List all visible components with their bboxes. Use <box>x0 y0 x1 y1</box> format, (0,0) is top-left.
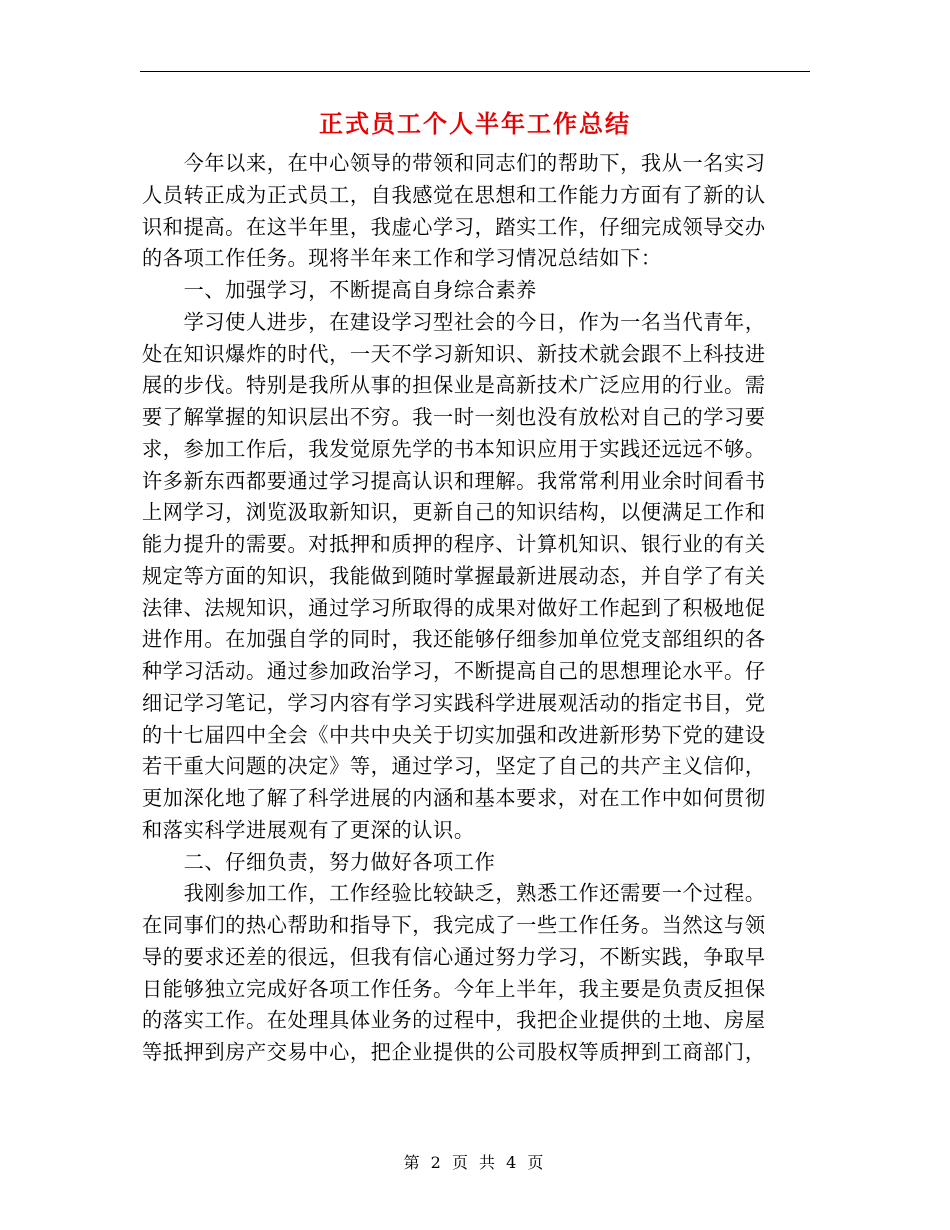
text-line: 许多新东西都要通过学习提高认识和理解。我常常利用业余时间看书 <box>142 468 766 493</box>
text-line: 导的要求还差的很远，但我有信心通过努力学习，不断实践，争取早 <box>142 944 766 969</box>
header-rule <box>140 71 810 72</box>
text-line: 的落实工作。在处理具体业务的过程中，我把企业提供的土地、房屋 <box>142 1008 766 1033</box>
text-line: 法律、法规知识，通过学习所取得的成果对做好工作起到了积极地促 <box>142 595 766 620</box>
text-line: 上网学习，浏览汲取新知识，更新自己的知识结构，以便满足工作和 <box>142 500 766 525</box>
text-line: 展的步伐。特别是我所从事的担保业是高新技术广泛应用的行业。需 <box>142 373 766 398</box>
text-line: 在同事们的热心帮助和指导下，我完成了一些工作任务。当然这与领 <box>142 913 766 937</box>
page-footer: 第 2 页 共 4 页 <box>403 1153 547 1172</box>
text-line: 进作用。在加强自学的同时，我还能够仔细参加单位党支部组织的各 <box>142 627 766 652</box>
text-line: 要了解掌握的知识层出不穷。我一时一刻也没有放松对自己的学习要 <box>142 405 766 429</box>
text-line: 我刚参加工作，工作经验比较缺乏，熟悉工作还需要一个过程。 <box>142 881 766 906</box>
text-line: 和落实科学进展观有了更深的认识。 <box>142 817 475 842</box>
document-body <box>142 148 810 1069</box>
text-line: 学习使人进步，在建设学习型社会的今日，作为一名当代青年， <box>142 309 766 334</box>
text-line: 识和提高。在这半年里，我虚心学习，踏实工作，仔细完成领导交办 <box>142 214 766 239</box>
text-line: 更加深化地了解了科学进展的内涵和基本要求，对在工作中如何贯彻 <box>142 786 766 810</box>
text-line: 人员转正成为正式员工，自我感觉在思想和工作能力方面有了新的认 <box>142 182 766 207</box>
text-line: 的各项工作任务。现将半年来工作和学习情况总结如下： <box>142 246 662 271</box>
text-line: 能力提升的需要。对抵押和质押的程序、计算机知识、银行业的有关 <box>142 532 766 556</box>
text-line: 今年以来，在中心领导的带领和同志们的帮助下，我从一名实习 <box>142 151 766 175</box>
text-line: 细记学习笔记，学习内容有学习实践科学进展观活动的指定书目，党 <box>142 690 766 715</box>
text-line: 等抵押到房产交易中心，把企业提供的公司股权等质押到工商部门， <box>142 1040 766 1064</box>
text-line: 处在知识爆炸的时代，一天不学习新知识、新技术就会跟不上科技进 <box>142 341 766 366</box>
text-line: 种学习活动。通过参加政治学习，不断提高自己的思想理论水平。仔 <box>142 659 766 683</box>
text-line: 一、加强学习，不断提高自身综合素养 <box>142 278 537 302</box>
document-title: 正式员工个人半年工作总结 <box>319 109 631 138</box>
text-line: 求，参加工作后，我发觉原先学的书本知识应用于实践还远远不够。 <box>142 436 766 461</box>
text-line: 规定等方面的知识，我能做到随时掌握最新进展动态，并自学了有关 <box>142 563 766 588</box>
text-line: 日能够独立完成好各项工作任务。今年上半年，我主要是负责反担保 <box>142 976 766 1001</box>
text-line: 若干重大问题的决定》等，通过学习，坚定了自己的共产主义信仰， <box>142 754 766 779</box>
text-line: 的十七届四中全会《中共中央关于切实加强和改进新形势下党的建设 <box>142 722 766 747</box>
text-line: 二、仔细负责，努力做好各项工作 <box>142 849 496 874</box>
